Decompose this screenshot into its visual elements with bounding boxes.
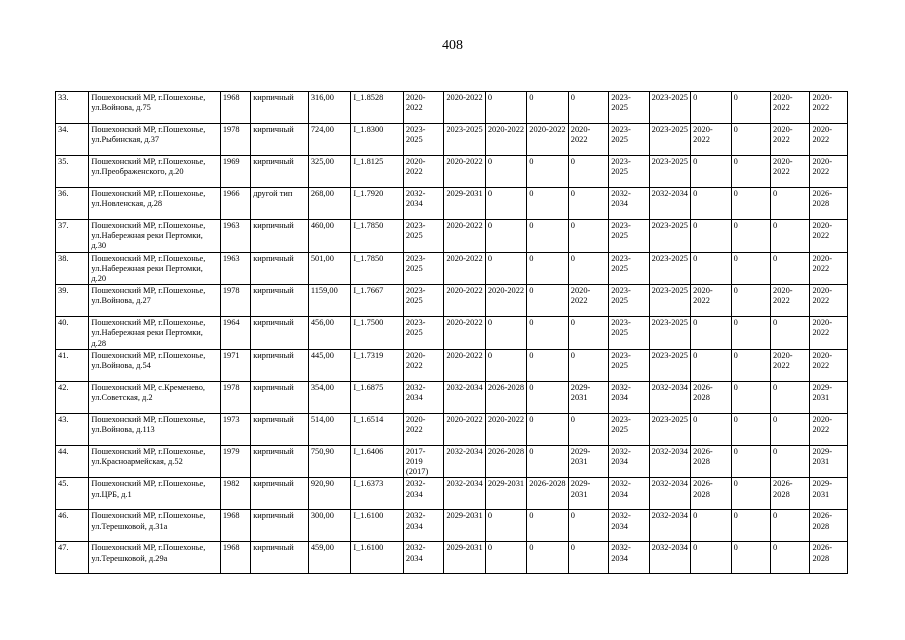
cell-c4: 0 <box>527 188 568 220</box>
cell-c7: 2032-2034 <box>649 542 690 574</box>
cell-c4: 0 <box>527 445 568 478</box>
cell-c10: 0 <box>771 510 810 542</box>
cell-num: 47. <box>56 542 89 574</box>
cell-c3: 2020-2022 <box>485 413 526 445</box>
cell-material: кирпичный <box>251 445 309 478</box>
housing-registry-table <box>55 91 848 574</box>
cell-c4: 0 <box>527 413 568 445</box>
cell-c7: 2023-2025 <box>649 317 690 350</box>
cell-index: I_1.6875 <box>351 381 404 413</box>
cell-year: 1978 <box>220 124 250 156</box>
cell-year: 1966 <box>220 188 250 220</box>
cell-c10: 0 <box>771 317 810 350</box>
cell-c5: 0 <box>568 317 608 350</box>
cell-c6: 2023-2025 <box>609 252 649 285</box>
cell-c6: 2023-2025 <box>609 285 649 317</box>
cell-material: кирпичный <box>251 124 309 156</box>
cell-c11: 2020-2022 <box>810 317 848 350</box>
cell-c8: 0 <box>691 156 731 188</box>
cell-c7: 2023-2025 <box>649 92 690 124</box>
cell-c1: 2023-2025 <box>403 220 443 253</box>
cell-c2: 2020-2022 <box>444 285 485 317</box>
cell-c11: 2026-2028 <box>810 542 848 574</box>
cell-c1: 2032-2034 <box>403 478 443 510</box>
table-row <box>56 285 848 317</box>
cell-material: кирпичный <box>251 349 309 381</box>
cell-c1: 2023-2025 <box>403 252 443 285</box>
cell-c9: 0 <box>731 188 770 220</box>
cell-c11: 2020-2022 <box>810 349 848 381</box>
cell-c6: 2032-2034 <box>609 478 649 510</box>
cell-address: Пошехонский МР, г.Пошехонье, ул.ЦРБ, д.1 <box>89 478 220 510</box>
cell-c4: 0 <box>527 92 568 124</box>
cell-c5: 2020-2022 <box>568 285 608 317</box>
cell-c8: 0 <box>691 413 731 445</box>
cell-c1: 2020-2022 <box>403 349 443 381</box>
cell-c10: 0 <box>771 252 810 285</box>
cell-c10: 0 <box>771 445 810 478</box>
cell-c3: 0 <box>485 220 526 253</box>
cell-c4: 0 <box>527 156 568 188</box>
table-row <box>56 220 848 253</box>
cell-area: 445,00 <box>308 349 350 381</box>
cell-material: кирпичный <box>251 381 309 413</box>
cell-c9: 0 <box>731 349 770 381</box>
cell-area: 456,00 <box>308 317 350 350</box>
cell-c9: 0 <box>731 285 770 317</box>
cell-c5: 0 <box>568 542 608 574</box>
cell-address: Пошехонский МР, г.Пошехонье, ул.Красноармейская, д.52 <box>89 445 220 478</box>
cell-c7: 2032-2034 <box>649 188 690 220</box>
cell-year: 1978 <box>220 285 250 317</box>
cell-address: Пошехонский МР, г.Пошехонье, ул.Набережная реки Пертомки, д.20 <box>89 252 220 285</box>
cell-c2: 2032-2034 <box>444 445 485 478</box>
cell-area: 460,00 <box>308 220 350 253</box>
cell-address: Пошехонский МР, г.Пошехонье, ул.Преображенского, д.20 <box>89 156 220 188</box>
cell-address: Пошехонский МР, г.Пошехонье, ул.Войнова, д.113 <box>89 413 220 445</box>
cell-c7: 2032-2034 <box>649 478 690 510</box>
cell-index: I_1.8125 <box>351 156 404 188</box>
cell-c3: 2020-2022 <box>485 285 526 317</box>
cell-c9: 0 <box>731 542 770 574</box>
cell-c8: 2020-2022 <box>691 124 731 156</box>
cell-c7: 2032-2034 <box>649 445 690 478</box>
cell-address: Пошехонский МР, г.Пошехонье, ул.Набережная реки Пертомки, д.28 <box>89 317 220 350</box>
cell-address: Пошехонский МР, г.Пошехонье, ул.Рыбинская, д.37 <box>89 124 220 156</box>
cell-c6: 2023-2025 <box>609 413 649 445</box>
cell-c1: 2032-2034 <box>403 381 443 413</box>
cell-c7: 2032-2034 <box>649 381 690 413</box>
cell-c7: 2023-2025 <box>649 156 690 188</box>
cell-c7: 2023-2025 <box>649 124 690 156</box>
cell-index: I_1.7500 <box>351 317 404 350</box>
cell-c1: 2032-2034 <box>403 510 443 542</box>
cell-num: 35. <box>56 156 89 188</box>
table-row <box>56 413 848 445</box>
cell-c7: 2032-2034 <box>649 510 690 542</box>
cell-c3: 0 <box>485 252 526 285</box>
cell-area: 316,00 <box>308 92 350 124</box>
cell-c5: 0 <box>568 349 608 381</box>
table-row <box>56 252 848 285</box>
cell-c8: 0 <box>691 349 731 381</box>
cell-c8: 2026-2028 <box>691 445 731 478</box>
table-row <box>56 478 848 510</box>
cell-c2: 2029-2031 <box>444 188 485 220</box>
cell-c8: 0 <box>691 252 731 285</box>
cell-c8: 0 <box>691 92 731 124</box>
cell-c6: 2032-2034 <box>609 510 649 542</box>
cell-c5: 0 <box>568 156 608 188</box>
cell-c2: 2032-2034 <box>444 478 485 510</box>
cell-c5: 0 <box>568 220 608 253</box>
cell-c5: 2029-2031 <box>568 478 608 510</box>
cell-c5: 2020-2022 <box>568 124 608 156</box>
cell-c10: 0 <box>771 188 810 220</box>
cell-c1: 2032-2034 <box>403 542 443 574</box>
cell-area: 724,00 <box>308 124 350 156</box>
cell-c10: 0 <box>771 542 810 574</box>
table-row <box>56 510 848 542</box>
cell-index: I_1.8300 <box>351 124 404 156</box>
cell-year: 1968 <box>220 92 250 124</box>
cell-num: 39. <box>56 285 89 317</box>
table-row <box>56 542 848 574</box>
cell-area: 300,00 <box>308 510 350 542</box>
cell-year: 1963 <box>220 252 250 285</box>
cell-material: кирпичный <box>251 220 309 253</box>
cell-c11: 2020-2022 <box>810 220 848 253</box>
cell-c6: 2032-2034 <box>609 188 649 220</box>
cell-c9: 0 <box>731 445 770 478</box>
table-row <box>56 188 848 220</box>
cell-c11: 2020-2022 <box>810 252 848 285</box>
cell-c4: 2026-2028 <box>527 478 568 510</box>
cell-c8: 0 <box>691 542 731 574</box>
cell-c4: 0 <box>527 542 568 574</box>
cell-num: 33. <box>56 92 89 124</box>
cell-c11: 2029-2031 <box>810 478 848 510</box>
cell-num: 46. <box>56 510 89 542</box>
cell-c9: 0 <box>731 510 770 542</box>
cell-c3: 0 <box>485 349 526 381</box>
cell-material: кирпичный <box>251 317 309 350</box>
cell-c4: 0 <box>527 317 568 350</box>
cell-c8: 2026-2028 <box>691 478 731 510</box>
cell-c10: 2020-2022 <box>771 285 810 317</box>
cell-address: Пошехонский МР, г.Пошехонье, ул.Терешковой, д.31а <box>89 510 220 542</box>
table-row <box>56 92 848 124</box>
cell-c7: 2023-2025 <box>649 285 690 317</box>
cell-index: I_1.6406 <box>351 445 404 478</box>
cell-c5: 0 <box>568 252 608 285</box>
cell-index: I_1.6373 <box>351 478 404 510</box>
cell-index: I_1.7850 <box>351 220 404 253</box>
cell-index: I_1.6514 <box>351 413 404 445</box>
cell-area: 514,00 <box>308 413 350 445</box>
cell-year: 1968 <box>220 542 250 574</box>
cell-index: I_1.7667 <box>351 285 404 317</box>
cell-c4: 0 <box>527 510 568 542</box>
cell-year: 1964 <box>220 317 250 350</box>
cell-index: I_1.7920 <box>351 188 404 220</box>
cell-c1: 2023-2025 <box>403 317 443 350</box>
cell-c11: 2026-2028 <box>810 510 848 542</box>
page-number: 408 <box>442 38 463 53</box>
cell-c6: 2023-2025 <box>609 156 649 188</box>
table-row <box>56 156 848 188</box>
cell-index: I_1.6100 <box>351 542 404 574</box>
cell-c5: 0 <box>568 92 608 124</box>
cell-c3: 0 <box>485 188 526 220</box>
cell-area: 920,90 <box>308 478 350 510</box>
cell-address: Пошехонский МР, г.Пошехонье, ул.Терешковой, д.29а <box>89 542 220 574</box>
cell-c2: 2029-2031 <box>444 510 485 542</box>
cell-c10: 0 <box>771 220 810 253</box>
cell-c10: 2026-2028 <box>771 478 810 510</box>
cell-num: 44. <box>56 445 89 478</box>
cell-num: 43. <box>56 413 89 445</box>
cell-num: 36. <box>56 188 89 220</box>
cell-c10: 2020-2022 <box>771 349 810 381</box>
cell-area: 750,90 <box>308 445 350 478</box>
cell-num: 37. <box>56 220 89 253</box>
cell-c6: 2023-2025 <box>609 317 649 350</box>
cell-c1: 2032-2034 <box>403 188 443 220</box>
cell-area: 325,00 <box>308 156 350 188</box>
cell-c2: 2020-2022 <box>444 252 485 285</box>
cell-c5: 0 <box>568 188 608 220</box>
cell-c2: 2020-2022 <box>444 317 485 350</box>
cell-address: Пошехонский МР, г.Пошехонье, ул.Войнова, д.27 <box>89 285 220 317</box>
cell-material: кирпичный <box>251 156 309 188</box>
cell-c2: 2020-2022 <box>444 413 485 445</box>
cell-year: 1973 <box>220 413 250 445</box>
cell-material: кирпичный <box>251 542 309 574</box>
cell-c4: 0 <box>527 285 568 317</box>
cell-num: 38. <box>56 252 89 285</box>
table-row <box>56 445 848 478</box>
cell-address: Пошехонский МР, г.Пошехонье, ул.Войнова, д.54 <box>89 349 220 381</box>
cell-address: Пошехонский МР, с.Кременево, ул.Советская, д.2 <box>89 381 220 413</box>
cell-c3: 0 <box>485 92 526 124</box>
cell-c4: 0 <box>527 220 568 253</box>
cell-num: 40. <box>56 317 89 350</box>
cell-c9: 0 <box>731 381 770 413</box>
cell-num: 34. <box>56 124 89 156</box>
cell-year: 1971 <box>220 349 250 381</box>
cell-c6: 2032-2034 <box>609 381 649 413</box>
cell-c3: 0 <box>485 510 526 542</box>
cell-c11: 2020-2022 <box>810 285 848 317</box>
cell-address: Пошехонский МР, г.Пошехонье, ул.Набережная реки Пертомки, д.30 <box>89 220 220 253</box>
cell-area: 354,00 <box>308 381 350 413</box>
cell-c9: 0 <box>731 252 770 285</box>
cell-c4: 2020-2022 <box>527 124 568 156</box>
cell-c11: 2020-2022 <box>810 92 848 124</box>
cell-c6: 2023-2025 <box>609 349 649 381</box>
cell-c11: 2020-2022 <box>810 156 848 188</box>
cell-c9: 0 <box>731 478 770 510</box>
cell-c3: 2026-2028 <box>485 445 526 478</box>
cell-c10: 2020-2022 <box>771 124 810 156</box>
cell-num: 45. <box>56 478 89 510</box>
cell-c1: 2020-2022 <box>403 413 443 445</box>
cell-c8: 2020-2022 <box>691 285 731 317</box>
cell-material: кирпичный <box>251 413 309 445</box>
cell-c1: 2023-2025 <box>403 124 443 156</box>
cell-material: другой тип <box>251 188 309 220</box>
cell-year: 1963 <box>220 220 250 253</box>
cell-index: I_1.6100 <box>351 510 404 542</box>
cell-c5: 0 <box>568 510 608 542</box>
cell-c6: 2032-2034 <box>609 445 649 478</box>
table-row <box>56 349 848 381</box>
cell-c9: 0 <box>731 124 770 156</box>
cell-c2: 2023-2025 <box>444 124 485 156</box>
cell-c7: 2023-2025 <box>649 220 690 253</box>
cell-c4: 0 <box>527 252 568 285</box>
cell-c3: 0 <box>485 542 526 574</box>
cell-c8: 0 <box>691 317 731 350</box>
cell-c2: 2020-2022 <box>444 349 485 381</box>
cell-c6: 2023-2025 <box>609 220 649 253</box>
cell-c1: 2017-2019 (2017) <box>403 445 443 478</box>
cell-area: 459,00 <box>308 542 350 574</box>
cell-c11: 2029-2031 <box>810 381 848 413</box>
cell-address: Пошехонский МР, г.Пошехонье, ул.Войнова, д.75 <box>89 92 220 124</box>
cell-area: 268,00 <box>308 188 350 220</box>
cell-c7: 2023-2025 <box>649 413 690 445</box>
cell-c7: 2023-2025 <box>649 349 690 381</box>
cell-area: 501,00 <box>308 252 350 285</box>
cell-c8: 0 <box>691 220 731 253</box>
cell-index: I_1.8528 <box>351 92 404 124</box>
cell-c3: 0 <box>485 156 526 188</box>
table-row <box>56 381 848 413</box>
cell-c2: 2020-2022 <box>444 92 485 124</box>
cell-c9: 0 <box>731 156 770 188</box>
cell-c4: 0 <box>527 349 568 381</box>
cell-c3: 2020-2022 <box>485 124 526 156</box>
cell-c3: 0 <box>485 317 526 350</box>
cell-year: 1982 <box>220 478 250 510</box>
cell-c3: 2026-2028 <box>485 381 526 413</box>
cell-c8: 2026-2028 <box>691 381 731 413</box>
cell-year: 1969 <box>220 156 250 188</box>
cell-c11: 2020-2022 <box>810 124 848 156</box>
cell-c5: 0 <box>568 413 608 445</box>
cell-c11: 2020-2022 <box>810 413 848 445</box>
cell-index: I_1.7319 <box>351 349 404 381</box>
cell-c8: 0 <box>691 510 731 542</box>
cell-c10: 0 <box>771 413 810 445</box>
cell-year: 1978 <box>220 381 250 413</box>
cell-c2: 2020-2022 <box>444 220 485 253</box>
cell-material: кирпичный <box>251 92 309 124</box>
table-row <box>56 317 848 350</box>
cell-c11: 2029-2031 <box>810 445 848 478</box>
cell-c9: 0 <box>731 317 770 350</box>
cell-c6: 2032-2034 <box>609 542 649 574</box>
cell-material: кирпичный <box>251 478 309 510</box>
cell-c10: 2020-2022 <box>771 92 810 124</box>
cell-c3: 2029-2031 <box>485 478 526 510</box>
cell-c7: 2023-2025 <box>649 252 690 285</box>
cell-c1: 2023-2025 <box>403 285 443 317</box>
cell-c5: 2029-2031 <box>568 381 608 413</box>
cell-c4: 0 <box>527 381 568 413</box>
cell-index: I_1.7850 <box>351 252 404 285</box>
cell-c11: 2026-2028 <box>810 188 848 220</box>
cell-address: Пошехонский МР, г.Пошехонье, ул.Новленская, д.28 <box>89 188 220 220</box>
cell-num: 41. <box>56 349 89 381</box>
cell-c2: 2020-2022 <box>444 156 485 188</box>
cell-c10: 0 <box>771 381 810 413</box>
cell-material: кирпичный <box>251 285 309 317</box>
cell-c8: 0 <box>691 188 731 220</box>
cell-c9: 0 <box>731 92 770 124</box>
cell-material: кирпичный <box>251 252 309 285</box>
cell-c1: 2020-2022 <box>403 92 443 124</box>
cell-material: кирпичный <box>251 510 309 542</box>
cell-c2: 2029-2031 <box>444 542 485 574</box>
cell-c5: 2029-2031 <box>568 445 608 478</box>
cell-c6: 2023-2025 <box>609 124 649 156</box>
cell-year: 1968 <box>220 510 250 542</box>
cell-c1: 2020-2022 <box>403 156 443 188</box>
cell-num: 42. <box>56 381 89 413</box>
cell-c10: 2020-2022 <box>771 156 810 188</box>
cell-c9: 0 <box>731 413 770 445</box>
cell-area: 1159,00 <box>308 285 350 317</box>
cell-c2: 2032-2034 <box>444 381 485 413</box>
cell-c9: 0 <box>731 220 770 253</box>
cell-year: 1979 <box>220 445 250 478</box>
table-row <box>56 124 848 156</box>
cell-c6: 2023-2025 <box>609 92 649 124</box>
